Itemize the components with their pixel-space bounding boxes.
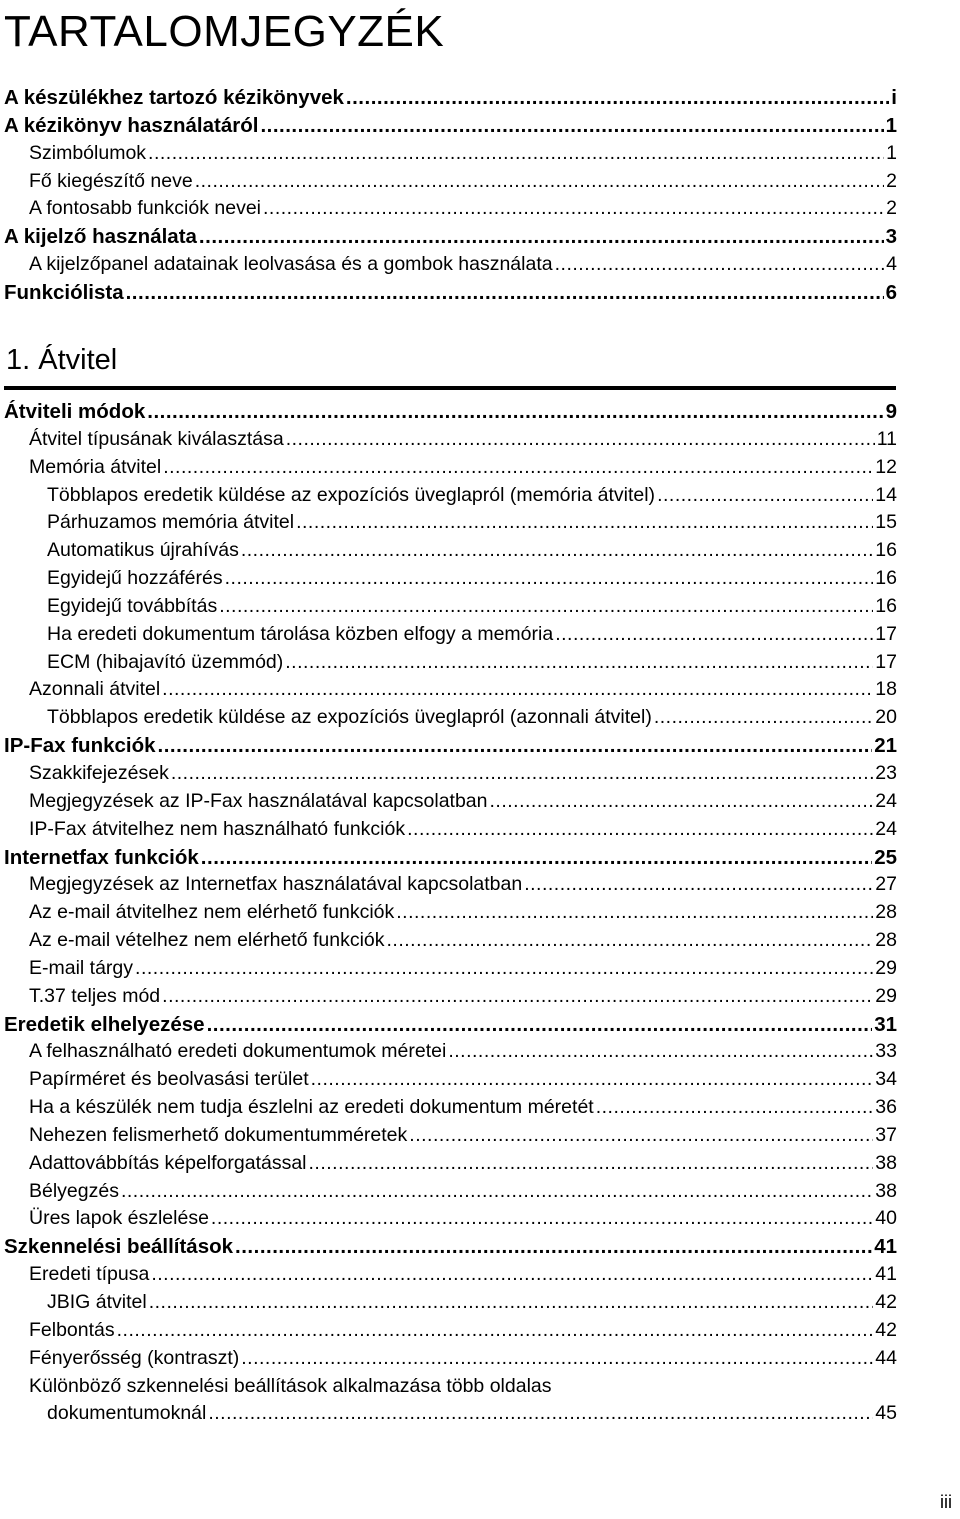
dot-leader: [162, 983, 873, 1011]
dot-leader: [163, 454, 873, 482]
toc-entry-title: Adattovábbítás képelforgatással: [29, 1151, 307, 1174]
dot-leader: [555, 621, 873, 649]
dot-leader: [241, 1345, 873, 1373]
toc-entry-page: 33: [875, 1040, 897, 1063]
toc-entry-page: 9: [885, 400, 897, 423]
toc-entry-page: 15: [875, 511, 897, 534]
toc-entry-title: IP-Fax funkciók: [4, 734, 156, 758]
dot-leader: [162, 676, 873, 704]
toc-entry-title: Szkennelési beállítások: [4, 1235, 234, 1259]
toc-entry[interactable]: [4, 704, 897, 732]
toc-entry-title: Párhuzamos memória átvitel: [47, 511, 295, 534]
toc-entry[interactable]: [4, 195, 897, 223]
page-title: TARTALOMJEGYZÉK: [4, 7, 445, 56]
toc-entry-page: 41: [874, 1235, 897, 1259]
toc-entry-page: 37: [875, 1123, 897, 1146]
toc-entry[interactable]: [4, 509, 897, 537]
toc-entry-page: 16: [875, 539, 897, 562]
toc-entry-title: A kijelző használata: [4, 225, 197, 249]
toc-entry-page: 42: [875, 1291, 897, 1313]
toc-entry-title: Egyidejű hozzáférés: [47, 567, 223, 590]
dot-leader: [263, 195, 884, 223]
toc-entry-page: 1: [885, 113, 897, 137]
dot-leader: [117, 1317, 874, 1345]
toc-entry-title: Funkciólista: [4, 280, 124, 304]
toc-entry-page: 3: [885, 225, 897, 249]
toc-entry-title: Átvitel típusának kiválasztása: [29, 427, 284, 450]
toc-entry-page: 18: [875, 678, 897, 701]
toc-entry-title: Eredetik elhelyezése: [4, 1012, 205, 1036]
toc-entry-title: E-mail tárgy: [29, 956, 134, 979]
toc-entry[interactable]: [4, 168, 897, 196]
toc-entry[interactable]: [4, 1038, 897, 1066]
toc-entry[interactable]: [4, 251, 897, 279]
toc-front-matter: [4, 84, 897, 307]
toc-entry-page: 36: [875, 1096, 897, 1119]
toc-entry[interactable]: [4, 621, 897, 649]
toc-entry-page: 41: [875, 1263, 897, 1286]
toc-entry-page: 16: [875, 567, 897, 590]
toc-entry-page: 17: [875, 650, 897, 673]
dot-leader: [147, 398, 883, 426]
toc-entry-title: Ha eredeti dokumentum tárolása közben elfogy a memória: [47, 622, 554, 645]
toc-entry[interactable]: [4, 955, 897, 983]
toc-entry-title: Megjegyzések az Internetfax használatával kapcsolatban: [29, 873, 523, 896]
toc-entry-page: 2: [886, 169, 897, 192]
toc-entry[interactable]: [4, 983, 897, 1011]
dot-leader: [148, 140, 884, 168]
dot-leader: [225, 565, 874, 593]
dot-leader: [654, 704, 873, 732]
toc-entry-page: 4: [886, 253, 897, 276]
dot-leader: [296, 509, 873, 537]
toc-entry-page: 38: [875, 1151, 897, 1174]
toc-entry[interactable]: [4, 140, 897, 168]
toc-entry-title: ECM (hibajavító üzemmód): [47, 650, 284, 673]
dot-leader: [121, 1178, 873, 1206]
dot-leader: [219, 593, 873, 621]
toc-entry-title: Az e-mail vételhez nem elérhető funkciók: [29, 929, 385, 952]
toc-entry[interactable]: [4, 649, 897, 677]
dot-leader: [407, 816, 873, 844]
dot-leader: [195, 168, 884, 196]
toc-entry-page: 42: [875, 1318, 897, 1341]
toc-entry[interactable]: [4, 482, 897, 510]
toc-entry-title: Ha a készülék nem tudja észlelni az eredeti dokumentum méretét: [29, 1096, 594, 1119]
toc-entry-title: Megjegyzések az IP-Fax használatával kapcsolatban: [29, 789, 488, 812]
toc-entry-page: 40: [875, 1207, 897, 1230]
toc-entry-title: Többlapos eredetik küldése az expozíciós üveglapról (azonnali átvitel): [47, 706, 652, 729]
toc-entry-title: Szimbólumok: [29, 141, 147, 164]
toc-entry-title: A kézikönyv használatáról: [4, 113, 259, 137]
toc-entry-title: Átviteli módok: [4, 400, 146, 423]
dot-leader: [285, 649, 873, 677]
toc-entry[interactable]: [4, 1289, 897, 1317]
toc-entry-page: 16: [875, 594, 897, 617]
chapter-divider: [4, 386, 896, 390]
toc-entry[interactable]: [4, 899, 897, 927]
dot-leader: [260, 112, 883, 140]
chapter-title: 1. Átvitel: [6, 344, 118, 376]
toc-entry-page: 1: [886, 141, 897, 164]
toc-entry-page: 25: [874, 845, 897, 869]
toc-entry-page: 24: [875, 817, 897, 840]
dot-leader: [126, 279, 884, 307]
toc-section-entry[interactable]: [4, 844, 897, 872]
toc-entry-page: 12: [875, 455, 897, 478]
toc-entry[interactable]: [4, 1345, 897, 1373]
toc-entry-page: 27: [875, 873, 897, 896]
dot-leader: [207, 1011, 873, 1039]
toc-entry-title: Fő kiegészítő neve: [29, 169, 193, 192]
toc-entry-title: Felbontás: [29, 1318, 115, 1341]
toc-entry-page: 28: [875, 901, 897, 924]
toc-entry[interactable]: [4, 454, 897, 482]
toc-entry[interactable]: [4, 760, 897, 788]
dot-leader: [555, 251, 885, 279]
toc-entry[interactable]: [4, 537, 897, 565]
toc-entry-page: 6: [885, 280, 897, 304]
toc-entry-page: 31: [874, 1012, 897, 1036]
toc-entry[interactable]: [4, 1122, 897, 1150]
toc-entry-title: A fontosabb funkciók nevei: [29, 197, 261, 220]
toc-entry-title: A készülékhez tartozó kézikönyvek: [4, 86, 344, 109]
toc-section-entry[interactable]: [4, 398, 897, 426]
toc-section-entry[interactable]: [4, 84, 897, 112]
dot-leader: [309, 1150, 874, 1178]
toc-entry-page: 11: [876, 427, 897, 450]
toc-entry[interactable]: [4, 1150, 897, 1178]
toc-entry-title: A felhasználható eredeti dokumentumok méretei: [29, 1040, 447, 1063]
dot-leader: [135, 955, 873, 983]
toc-entry-continuation[interactable]: [4, 1400, 897, 1428]
toc-entry[interactable]: [4, 1317, 897, 1345]
toc-entry-title: A kijelzőpanel adatainak leolvasása és a gombok használata: [29, 253, 553, 276]
dot-leader: [158, 732, 873, 760]
toc-entry-title: Egyidejű továbbítás: [47, 594, 218, 617]
toc-entry-page: 20: [875, 706, 897, 729]
toc-entry-page: 34: [875, 1068, 897, 1091]
dot-leader: [409, 1122, 873, 1150]
toc-entry-title: Internetfax funkciók: [4, 845, 199, 869]
toc-section-entry[interactable]: [4, 1233, 897, 1261]
dot-leader: [387, 927, 874, 955]
toc-entry[interactable]: [4, 565, 897, 593]
toc-entry-page: 28: [875, 929, 897, 952]
toc-entry-page: 23: [875, 761, 897, 784]
dot-leader: [149, 1289, 874, 1317]
dot-leader: [396, 899, 873, 927]
dot-leader: [171, 760, 873, 788]
toc-entry-title: Bélyegzés: [29, 1179, 119, 1202]
dot-leader: [208, 1400, 873, 1428]
toc-entry-title: JBIG átvitel: [47, 1291, 147, 1313]
toc-entry[interactable]: [4, 1261, 897, 1289]
toc-entry-page: i: [891, 86, 897, 109]
page-number: iii: [940, 1492, 952, 1512]
toc-entry-title: Szakkifejezések: [29, 761, 169, 784]
toc-entry-page: 2: [886, 197, 897, 220]
toc-entry[interactable]: [4, 927, 897, 955]
dot-leader: [596, 1094, 874, 1122]
toc-section-entry[interactable]: [4, 279, 897, 307]
toc-entry-title: Memória átvitel: [29, 455, 162, 478]
toc-entry[interactable]: [4, 816, 897, 844]
toc-entry[interactable]: [4, 593, 897, 621]
toc-entry-page: 14: [875, 483, 897, 506]
toc-entry[interactable]: [4, 788, 897, 816]
toc-section-entry[interactable]: [4, 732, 897, 760]
dot-leader: [199, 223, 884, 251]
toc-entry-page: 21: [874, 734, 897, 758]
dot-leader: [211, 1205, 873, 1233]
dot-leader: [235, 1233, 872, 1261]
toc-entry[interactable]: [4, 1094, 897, 1122]
toc-entry[interactable]: [4, 871, 897, 899]
dot-leader: [201, 844, 872, 872]
toc-entry[interactable]: [4, 426, 897, 454]
toc-entry[interactable]: [4, 1178, 897, 1206]
toc-entry[interactable]: [4, 1066, 897, 1094]
toc-entry-title: Üres lapok észlelése: [29, 1207, 209, 1230]
toc-entry[interactable]: [4, 1205, 897, 1233]
toc-entry-title: T.37 teljes mód: [29, 984, 161, 1007]
toc-entry-title: Papírméret és beolvasási terület: [29, 1068, 309, 1091]
toc-entry-page: 24: [875, 789, 897, 812]
toc-entry-page: 17: [875, 622, 897, 645]
dot-leader: [286, 426, 875, 454]
toc-entry-title: Fényerősség (kontraszt): [29, 1346, 240, 1369]
toc-entry-title: Eredeti típusa: [29, 1263, 150, 1286]
toc-entry-page: 44: [875, 1346, 897, 1369]
dot-leader: [657, 482, 873, 510]
toc-entry-page: 45: [875, 1402, 897, 1425]
toc-entry-title: dokumentumoknál: [47, 1402, 207, 1425]
dot-leader: [346, 84, 889, 112]
toc-entry-title: Azonnali átvitel: [29, 678, 161, 701]
toc-entry-title: IP-Fax átvitelhez nem használható funkciók: [29, 817, 406, 840]
toc-entry[interactable]: [4, 1373, 897, 1401]
toc-entry-page: 38: [875, 1179, 897, 1202]
dot-leader: [524, 871, 873, 899]
toc-entry-title: Nehezen felismerhető dokumentumméretek: [29, 1123, 408, 1146]
dot-leader: [151, 1261, 873, 1289]
toc-entry-title: Automatikus újrahívás: [47, 539, 239, 562]
dot-leader: [241, 537, 873, 565]
toc-entry[interactable]: [4, 676, 897, 704]
toc-chapter-entries: [4, 398, 897, 1428]
dot-leader: [311, 1066, 874, 1094]
toc-section-entry[interactable]: [4, 223, 897, 251]
toc-entry-title: Az e-mail átvitelhez nem elérhető funkciók: [29, 901, 395, 924]
toc-entry-title: Többlapos eredetik küldése az expozíciós üveglapról (memória átvitel): [47, 483, 656, 506]
toc-entry-page: 29: [875, 956, 897, 979]
toc-section-entry[interactable]: [4, 112, 897, 140]
toc-section-entry[interactable]: [4, 1011, 897, 1039]
dot-leader: [448, 1038, 873, 1066]
toc-entry-title: Különböző szkennelési beállítások alkalmazása több oldalas: [29, 1374, 552, 1397]
dot-leader: [490, 788, 874, 816]
toc-entry-page: 29: [875, 984, 897, 1007]
